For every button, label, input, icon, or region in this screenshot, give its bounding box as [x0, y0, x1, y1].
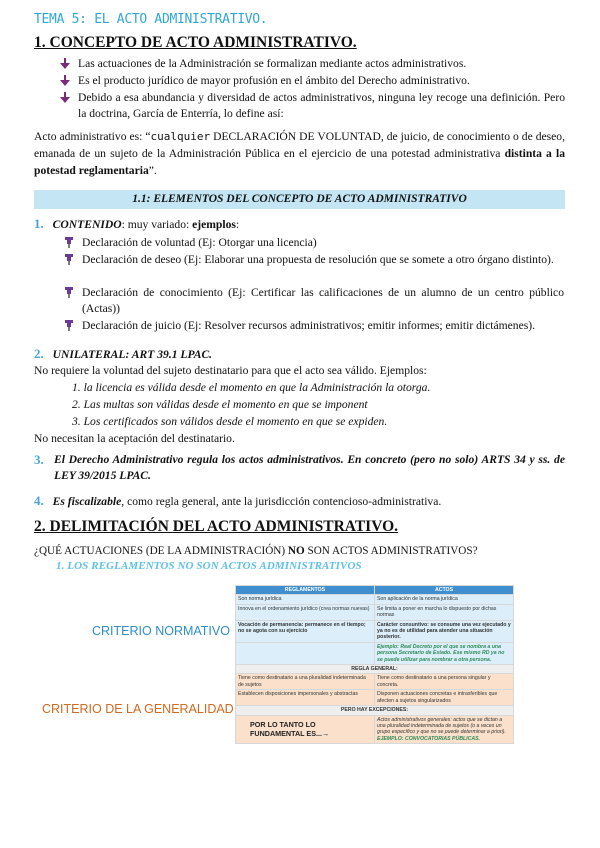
item4 — [34, 493, 441, 510]
table-cell: Carácter consuntivo: se consume una vez ejecutado y ya no es de utilidad para atender una situación posterior. — [375, 620, 514, 642]
table-cell: Innova en el ordenamiento jurídico (crea normas nuevas) — [236, 604, 375, 620]
bullet-text: Declaración de deseo (Ej: Elaborar una propuesta de resolución que se somete a otro órgano distinto). — [82, 253, 554, 266]
list-item — [64, 285, 564, 316]
excepcion-left: POR LO TANTO LO FUNDAMENTAL ES...→ — [236, 715, 375, 744]
list-item — [60, 73, 565, 89]
list-item — [64, 235, 564, 251]
example-3: 3. Los certificados son válidos desde el momento en que se expiden. — [72, 415, 388, 428]
example-1: 1. la licencia es válida desde el momento en que la Administración la otorga. — [72, 381, 431, 394]
table-cell: Establecen disposiciones impersonales y abstractas — [236, 690, 375, 706]
excepcion-example: EJEMPLO: CONVOCATORIAS PÚBLICAS. — [377, 735, 480, 742]
bullet-text: Declaración de voluntad (Ej: Otorgar una licencia) — [82, 236, 317, 249]
table-row — [236, 604, 514, 620]
bullet-text: Es el producto jurídico de mayor profusión en el ámbito del Derecho administrativo. — [78, 74, 470, 87]
item2-outro: No necesitan la aceptación del destinatario. — [34, 432, 235, 445]
table-cell: Son norma jurídica — [236, 595, 375, 604]
table-row — [236, 674, 514, 690]
table-header: REGLAMENTOS — [236, 586, 375, 595]
exceptions-label: PERO HAY EXCEPCIONES: — [236, 706, 514, 715]
example-2: 2. Las multas son válidas desde el momento en que se imponent — [72, 398, 368, 411]
table-row — [236, 715, 514, 744]
criterio-generalidad-label: CRITERIO DE LA GENERALIDAD — [42, 702, 234, 716]
table-row — [236, 690, 514, 706]
comparison-table — [235, 585, 514, 744]
table-row — [236, 642, 514, 664]
table-cell — [236, 642, 375, 664]
item2-heading — [34, 346, 212, 363]
list-item — [64, 318, 574, 334]
excepcion-right-cell — [375, 715, 514, 744]
item-number: 4. — [34, 493, 44, 508]
bullet-text: Las actuaciones de la Administración se formalizan mediante actos administrativos. — [78, 57, 467, 70]
item-number: 3. — [34, 452, 44, 467]
tema-title: TEMA 5: EL ACTO ADMINISTRATIVO. — [34, 12, 268, 27]
rule-label: REGLA GENERAL: — [236, 665, 514, 674]
item1-mid: : muy variado: — [121, 218, 193, 231]
item3-text: El Derecho Administrativo regula los actos administrativos. En concreto (pero no solo) ARTS 34 y ss. de LEY 39/2015 LPAC. — [54, 453, 565, 482]
bullet-text: Debido a esa abundancia y diversidad de actos administrativos, ninguna ley recoge una definición. Pero la doctrina, García de Enterría, lo define así: — [78, 91, 565, 120]
bullet-text: Declaración de conocimiento (Ej: Certificar las calificaciones de un alumno de un centro público (Actas)) — [82, 286, 564, 315]
table-cell: Vocación de permanencia: permanece en el tiempo; no se agota con su ejercicio — [236, 620, 375, 642]
question-a: ¿QUÉ ACTUACIONES (DE LA ADMINISTRACIÓN) — [34, 545, 288, 557]
excepcion-right: Actos administrativos generales: actos que se dictan a una pluralidad indeterminada de sujetos (o a veces un grupo específico y que no se puede determinar a priori). — [377, 716, 506, 736]
question-b: SON ACTOS ADMINISTRATIVOS? — [304, 545, 478, 557]
pushpin-icon — [64, 237, 74, 248]
item2-label: UNILATERAL: ART 39.1 LPAC. — [52, 348, 213, 361]
item1-bold: ejemplos — [192, 218, 236, 231]
list-item — [60, 90, 565, 121]
item1-label: CONTENIDO — [52, 218, 122, 231]
section11-band: 1.1: ELEMENTOS DEL CONCEPTO DE ACTO ADMINISTRATIVO — [34, 190, 565, 209]
def-bold: distinta a la potestad reglamentaria — [34, 147, 565, 177]
def-suffix: ”. — [148, 164, 157, 177]
arrow-bullet-icon — [60, 75, 70, 86]
section2-question — [34, 544, 478, 560]
def-prefix: Acto administrativo es: “ — [34, 130, 151, 143]
item3 — [34, 452, 565, 483]
table-cell: Son aplicación de la norma jurídica — [375, 595, 514, 604]
table-cell: Tiene como destinatario a una persona singular y concreta. — [375, 674, 514, 690]
table-header: ACTOS — [375, 586, 514, 595]
arrow-bullet-icon — [60, 58, 70, 69]
criterio-normativo-label: CRITERIO NORMATIVO — [92, 624, 230, 638]
pushpin-icon — [64, 254, 74, 265]
item2-intro: No requiere la voluntad del sujeto destinatario para que el acto sea válido. Ejemplos: — [34, 364, 427, 377]
item-number: 1. — [34, 216, 44, 231]
item-number: 2. — [34, 346, 44, 361]
table-cell: Tiene como destinatario a una pluralidad indeterminada de sujetos — [236, 674, 375, 690]
list-item — [60, 56, 565, 72]
pushpin-icon — [64, 287, 74, 298]
list-item — [64, 252, 564, 268]
table-cell: Disponen actuaciones concretas e intrasferibles que afecten a sujetos singularizados — [375, 690, 514, 706]
bullet-text: Declaración de juicio (Ej: Resolver recursos administrativos; emitir informes; emitir dictámenes). — [82, 319, 535, 332]
item4-rest: , como regla general, ante la jurisdicción contencioso-administrativa. — [121, 495, 442, 508]
table-row — [236, 595, 514, 604]
definition-paragraph — [34, 128, 565, 179]
section2-subheading: 1. LOS REGLAMENTOS NO SON ACTOS ADMINISTRATIVOS — [56, 560, 362, 572]
arrow-bullet-icon — [60, 92, 70, 103]
item1-heading — [34, 216, 239, 233]
item4-bold: Es fiscalizable — [52, 495, 122, 508]
section1-title: 1. CONCEPTO DE ACTO ADMINISTRATIVO. — [34, 34, 357, 51]
question-no: NO — [287, 545, 305, 557]
def-cualquier: cualquier — [150, 130, 211, 143]
pushpin-icon — [64, 320, 74, 331]
table-cell: Se limita a poner en marcha lo dispuesto por dichas normas — [375, 604, 514, 620]
section2-title: 2. DELIMITACIÓN DEL ACTO ADMINISTRATIVO. — [34, 518, 399, 535]
table-row — [236, 620, 514, 642]
table-cell: Ejemplo: Real Decreto por el que se nombra a una persona Secretario de Estado. Ese mismo RD ya no se puede utilizar para nombrar a otra persona. — [375, 642, 514, 664]
def-body: DECLARACIÓN DE VOLUNTAD, de juicio, de conocimiento o de deseo, emanada de un sujeto de la Administración Pública en el ejercicio de una potestad administrativa — [34, 130, 565, 160]
item1-end: : — [235, 218, 240, 231]
